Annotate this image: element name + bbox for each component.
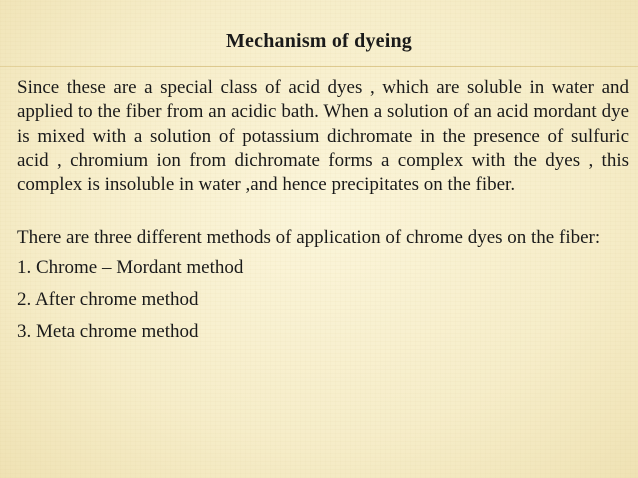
list-item: 1. Chrome – Mordant method [17,257,244,279]
slide-title: Mechanism of dyeing [225,30,413,52]
slide-body [17,76,629,348]
list-item: 3. Meta chrome method [17,321,199,343]
paragraph-methods-intro: There are three different methods of application of chrome dyes on the fiber: [17,227,601,249]
methods-list [17,252,629,348]
list-item: 2. After chrome method [17,289,199,311]
title-divider [0,66,638,67]
paragraph-gap [17,197,629,225]
paragraph-mechanism: Since these are a special class of acid dyes , which are soluble in water and applied to the fiber from an acidic bath. When a solution of an acid mordant dye is mixed with a solution of potassium dichromate in the presence of sulfuric acid , chromium ion from dichromate forms a complex with the dyes , this complex is insoluble in water ,and hence precipitates on the fiber. [17,77,629,196]
title-container [0,30,638,53]
